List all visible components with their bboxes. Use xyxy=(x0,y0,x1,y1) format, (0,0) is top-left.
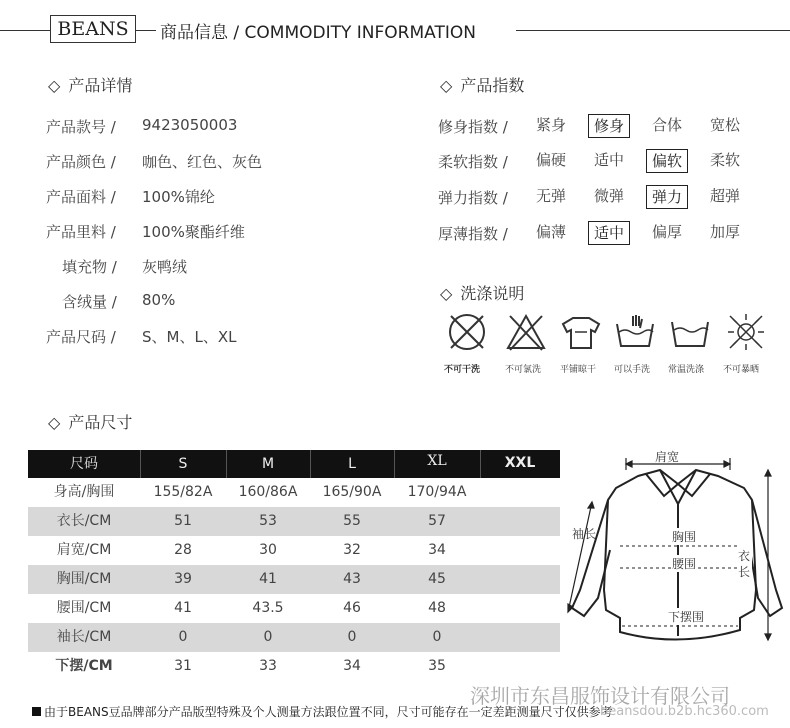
table-cell xyxy=(480,565,560,594)
detail-value: 80% xyxy=(142,291,176,309)
washing-section-title xyxy=(440,281,524,304)
row-header-cell: 胸围/CM xyxy=(56,571,112,587)
table-cell: 41 xyxy=(174,600,192,616)
header-cell: L xyxy=(348,456,356,472)
diagram-sleeve-label: 袖长 xyxy=(572,527,597,541)
row-header-cell: 肩宽/CM xyxy=(56,542,112,558)
table-cell: 55 xyxy=(343,513,361,529)
row-header-cell: 衣长/CM xyxy=(56,513,112,529)
detail-value: 100%锦纶 xyxy=(142,188,215,206)
diagram-chest-label: 胸围 xyxy=(672,530,697,544)
table-cell xyxy=(480,507,560,536)
detail-label: 产品面料 / xyxy=(46,188,116,206)
index-option: 宽松 xyxy=(709,116,740,134)
index-option: 加厚 xyxy=(709,223,740,241)
table-cell: 0 xyxy=(432,629,442,645)
table-cell: 0 xyxy=(263,629,273,645)
diamond-icon: ◇ xyxy=(440,284,453,303)
details-section-title xyxy=(48,73,132,96)
detail-label: 产品款号 / xyxy=(46,118,116,136)
table-cell: 41 xyxy=(259,571,277,587)
detail-label: 含绒量 / xyxy=(62,293,117,311)
flat-dry-icon xyxy=(557,310,605,354)
table-row xyxy=(28,565,560,594)
table-cell: 46 xyxy=(343,600,361,616)
table-cell: 0 xyxy=(178,629,188,645)
table-row xyxy=(28,536,560,565)
row-header-cell: 下摆/CM xyxy=(55,658,113,674)
table-row xyxy=(28,652,560,681)
table-cell xyxy=(480,652,560,681)
hand-wash-icon xyxy=(611,310,659,354)
table-row xyxy=(28,478,560,507)
detail-value: 9423050003 xyxy=(142,116,238,134)
no-sun-icon xyxy=(722,310,770,354)
square-bullet-icon xyxy=(32,707,41,716)
detail-label: 产品尺码 / xyxy=(46,328,116,346)
header-cell: XL xyxy=(427,453,447,469)
index-option-selected: 偏软 xyxy=(646,149,688,173)
diagram-length-label: 衣长 xyxy=(738,549,751,579)
index-option: 紧身 xyxy=(535,116,566,134)
table-cell: 170/94A xyxy=(407,484,467,500)
index-option-selected: 适中 xyxy=(588,221,630,245)
index-option: 偏薄 xyxy=(535,223,566,241)
diagram-hem-label: 下摆围 xyxy=(668,610,705,624)
table-cell: 155/82A xyxy=(153,484,213,500)
table-cell: 160/86A xyxy=(238,484,298,500)
watermark: 深圳市东昌服饰设计有限公司 xyxy=(470,684,730,708)
header-cell: M xyxy=(261,456,275,472)
footer-note-text: 由于BEANS豆品牌部分产品版型特殊及个人测量方法跟位置不同，尺寸可能存在一定差距测量尺寸仅供参考 xyxy=(44,705,613,719)
index-option: 无弹 xyxy=(535,187,566,205)
watermark-url: beansdou.b2b.hc360.com xyxy=(600,704,769,719)
table-cell xyxy=(480,478,560,507)
table-cell: 45 xyxy=(428,571,446,587)
table-cell: 43.5 xyxy=(252,600,284,616)
table-cell: 48 xyxy=(428,600,446,616)
brand-box: BEANS xyxy=(50,15,136,43)
table-row xyxy=(28,623,560,652)
index-option: 适中 xyxy=(593,151,624,169)
index-label: 厚薄指数 / xyxy=(438,225,508,243)
wash-label: 常温洗涤 xyxy=(668,365,705,375)
header-cell: 尺码 xyxy=(70,456,98,472)
detail-value: 灰鸭绒 xyxy=(142,258,188,276)
detail-label: 填充物 / xyxy=(62,258,117,276)
diamond-icon: ◇ xyxy=(48,76,61,95)
diamond-icon: ◇ xyxy=(440,76,453,95)
table-cell: 51 xyxy=(174,513,192,529)
table-row xyxy=(28,507,560,536)
index-option: 合体 xyxy=(651,116,682,134)
no-bleach-icon xyxy=(502,310,550,354)
diamond-icon: ◇ xyxy=(48,413,61,432)
table-cell: 165/90A xyxy=(322,484,382,500)
row-header-cell: 身高/胸围 xyxy=(53,484,115,500)
index-option: 偏硬 xyxy=(535,151,566,169)
table-cell: 33 xyxy=(259,658,277,674)
diagram-shoulder-label: 肩宽 xyxy=(655,450,680,464)
table-cell: 35 xyxy=(428,658,446,674)
index-option: 偏厚 xyxy=(651,223,682,241)
table-cell xyxy=(480,536,560,565)
header-title: 商品信息 / COMMODITY INFORMATION xyxy=(160,23,476,43)
size-title-text: 产品尺寸 xyxy=(68,413,133,432)
index-label: 弹力指数 / xyxy=(438,189,508,207)
index-label: 柔软指数 / xyxy=(438,153,508,171)
diagram-waist-label: 腰围 xyxy=(672,557,697,571)
table-cell: 53 xyxy=(259,513,277,529)
table-cell: 34 xyxy=(428,542,446,558)
index-option: 柔软 xyxy=(709,151,740,169)
indices-section-title xyxy=(440,73,524,96)
header-cell: XXL xyxy=(504,455,536,471)
table-cell: 0 xyxy=(347,629,357,645)
index-option: 微弹 xyxy=(593,187,624,205)
size-table-header xyxy=(28,450,560,478)
detail-value: 咖色、红色、灰色 xyxy=(142,153,263,171)
table-cell xyxy=(480,594,560,623)
table-cell: 57 xyxy=(428,513,446,529)
index-option: 超弹 xyxy=(709,187,740,205)
index-option-selected: 弹力 xyxy=(646,185,688,209)
wash-label: 不可干洗 xyxy=(444,365,481,375)
detail-value: S、M、L、XL xyxy=(142,328,237,346)
header-cell: S xyxy=(178,456,188,472)
table-cell: 30 xyxy=(259,542,277,558)
washing-title-text: 洗涤说明 xyxy=(460,284,525,303)
header-rule-right xyxy=(516,30,790,31)
wash-label: 不可暴晒 xyxy=(723,365,760,375)
wash-label: 平铺晾干 xyxy=(560,365,597,375)
table-cell: 32 xyxy=(343,542,361,558)
row-header-cell: 袖长/CM xyxy=(56,629,112,645)
detail-label: 产品里料 / xyxy=(46,223,116,241)
no-dry-clean-icon xyxy=(443,310,491,354)
table-cell: 39 xyxy=(174,571,192,587)
header-rule-mid xyxy=(136,30,156,31)
detail-label: 产品颜色 / xyxy=(46,153,116,171)
details-title-text: 产品详情 xyxy=(68,76,133,95)
index-label: 修身指数 / xyxy=(438,118,508,136)
table-cell: 31 xyxy=(174,658,192,674)
detail-value: 100%聚酯纤维 xyxy=(142,223,245,241)
normal-wash-icon xyxy=(666,310,714,354)
index-option-selected: 修身 xyxy=(588,114,630,138)
wash-label: 可以手洗 xyxy=(614,365,651,375)
size-section-title xyxy=(48,410,132,433)
table-cell: 28 xyxy=(174,542,192,558)
table-cell: 34 xyxy=(343,658,361,674)
table-row xyxy=(28,594,560,623)
row-header-cell: 腰围/CM xyxy=(56,600,112,616)
table-cell xyxy=(480,623,560,652)
header-rule-left xyxy=(0,30,50,31)
table-cell: 43 xyxy=(343,571,361,587)
indices-title-text: 产品指数 xyxy=(460,76,525,95)
wash-label: 不可氯洗 xyxy=(505,365,542,375)
